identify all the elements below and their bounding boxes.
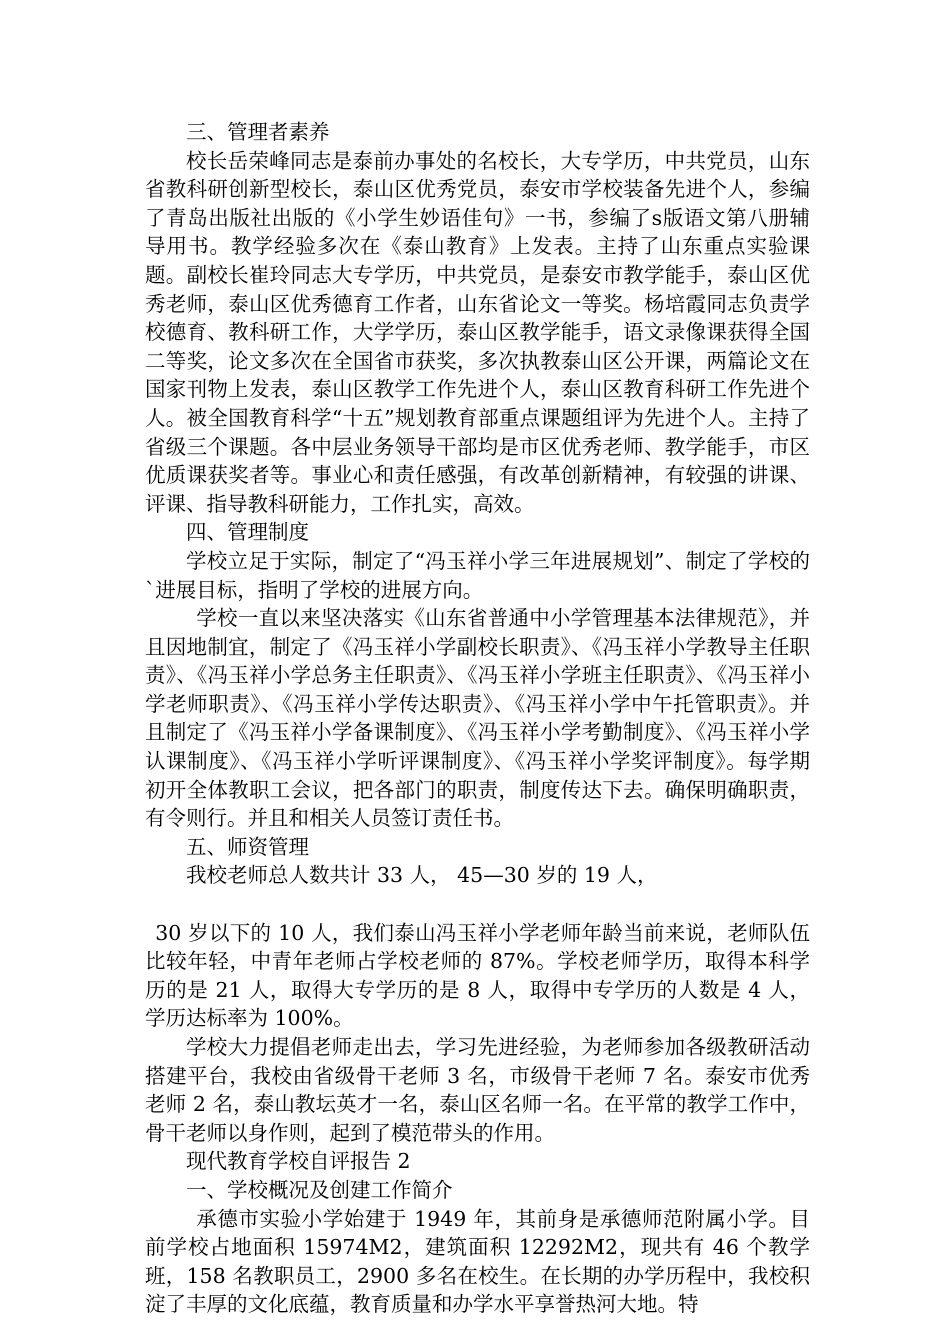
paragraph-teacher-development: 学校大力提倡老师走出去，学习先进经验，为老师参加各级教研活动搭建平台，我校由省级骨干老师 3 名，市级骨干老师 7 名。泰安市优秀老师 2 名，泰山教坛英才一名，泰山区名师一名。在平常的教学工作中，骨干老师以身作则，起到了模范带头的作用。 xyxy=(145,1035,810,1145)
section-heading-teacher-management: 五、师资管理 xyxy=(186,834,309,859)
document-page xyxy=(145,118,810,1319)
paragraph-responsibility-rules: 学校一直以来坚决落实《山东省普通中小学管理基本法律规范》，并且因地制宜，制定了《冯玉祥小学副校长职责》、《冯玉祥小学教导主任职责》、《冯玉祥小学总务主任职责》、《冯玉祥小学班主任职责》、《冯玉祥小学老师职责》、《冯玉祥小学传达职责》、《冯玉祥小学中午托管职责》。并且制定了《冯玉祥小学备课制度》、《冯玉祥小学考勤制度》、《冯玉祥小学认课制度》、《冯玉祥小学听评课制度》、《冯玉祥小学奖评制度》。每学期初开全体教职工会议，把各部门的职责，制度传达下去。确保明确职责，有令则行。并且和相关人员签订责任书。 xyxy=(145,606,810,831)
report-title-2: 现代教育学校自评报告 2 xyxy=(186,1149,411,1174)
paragraph-principal-profile: 校长岳荣峰同志是泰前办事处的名校长，大专学历，中共党员，山东省教科研创新型校长，泰山区优秀党员，泰安市学校装备先进个人，参编了青岛出版社出版的《小学生妙语佳句》一书，参编了s版语文第八册辅导用书。教学经验多次在《泰山教育》上发表。主持了山东重点实验课题。副校长崔玲同志大专学历，中共党员，是泰安市教学能手，泰山区优秀老师，泰山区优秀德育工作者，山东省论文一等奖。杨培霞同志负责学校德育、教科研工作，大学学历，泰山区教学能手，语文录像课获得全国二等奖，论文多次在全国省市获奖，多次执教泰山区公开课，两篇论文在国家刊物上发表，泰山区教学工作先进个人，泰山区教育科研工作先进个人。被全国教育科学“十五”规划教育部重点课题组评为先进个人。主持了省级三个课题。各中层业务领导干部均是市区优秀老师、教学能手，市区优质课获奖者等。事业心和责任感强，有改革创新精神，有较强的讲课、评课、指导教科研能力，工作扎实，高效。 xyxy=(145,148,810,516)
section-heading-management-quality: 三、管理者素养 xyxy=(186,120,330,144)
paragraph-teacher-age-education: 30 岁以下的 10 人，我们泰山冯玉祥小学老师年龄当前来说，老师队伍比较年轻，中青年老师占学校老师的 87%。学校老师学历，取得本科学历的是 21 人，取得大专学历的是 8 人，取得中专学历的人数是 4 人，学历达标率为 100%。 xyxy=(145,920,810,1031)
paragraph-teacher-count: 我校老师总人数共计 33 人， 45—30 岁的 19 人， xyxy=(186,863,658,888)
section-heading-school-overview: 一、学校概况及创建工作简介 xyxy=(186,1177,453,1202)
paragraph-school-overview: 承德市实验小学始建于 1949 年，其前身是承德师范附属小学。目前学校占地面积 15974M2，建筑面积 12292M2，现共有 46 个教学班，158 名教职员工，2900 多名在校生。在长期的办学历程中，我校积淀了丰厚的文化底蕴，教育质量和办学水平享誉热河大地。特 xyxy=(145,1206,810,1317)
section-heading-management-system: 四、管理制度 xyxy=(186,520,309,545)
blank-line xyxy=(145,890,810,919)
paragraph-development-plan: 学校立足于实际，制定了“冯玉祥小学三年进展规划”、制定了学校的`进展目标，指明了学校的进展方向。 xyxy=(145,548,810,602)
